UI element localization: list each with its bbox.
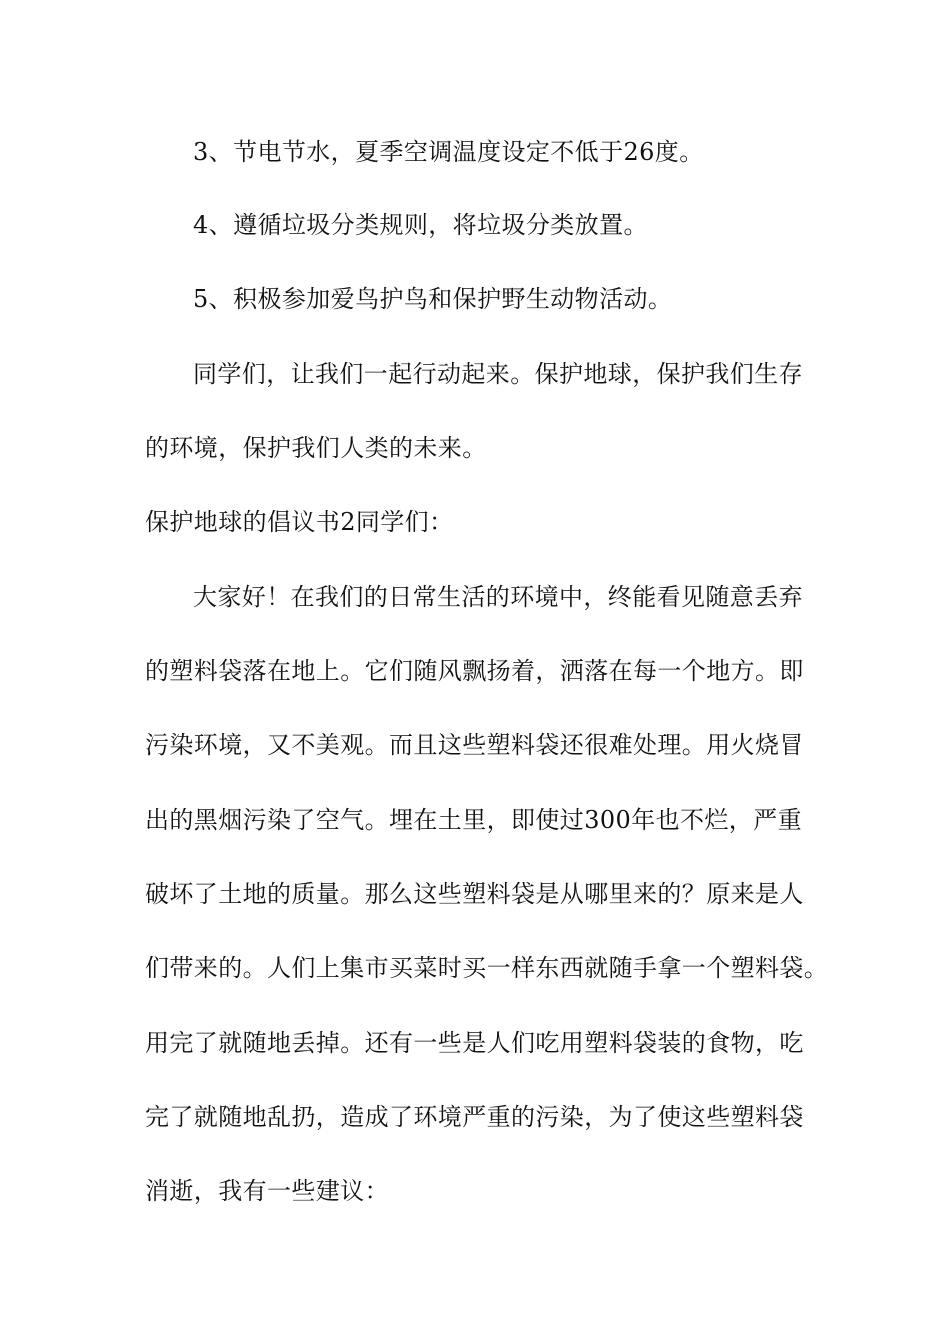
paragraph-line: 用完了就随地丢掉。还有一些是人们吃用塑料袋装的食物，吃	[145, 1029, 804, 1057]
paragraph-line: 破坏了土地的质量。那么这些塑料袋是从哪里来的？原来是人	[145, 880, 804, 908]
paragraph-line: 们带来的。人们上集市买菜时买一样东西就随手拿一个塑料袋。	[145, 954, 829, 982]
paragraph-line: 出的黑烟污染了空气。埋在土里，即使过300年也不烂，严重	[145, 806, 803, 834]
list-item-5: 5、积极参加爱鸟护鸟和保护野生动物活动。	[193, 285, 673, 313]
paragraph-line: 污染环境，又不美观。而且这些塑料袋还很难处理。用火烧冒	[145, 731, 804, 759]
paragraph-line: 完了就随地乱扔，造成了环境严重的污染，为了使这些塑料袋	[145, 1103, 804, 1131]
paragraph-line: 同学们，让我们一起行动起来。保护地球，保护我们生存	[193, 360, 803, 388]
list-item-3: 3、节电节水，夏季空调温度设定不低于26度。	[193, 138, 704, 166]
list-item-4: 4、遵循垃圾分类规则，将垃圾分类放置。	[193, 211, 648, 239]
paragraph-line: 的环境，保护我们人类的未来。	[145, 434, 487, 462]
paragraph-line: 的塑料袋落在地上。它们随风飘扬着，洒落在每一个地方。即	[145, 657, 804, 685]
section-heading: 保护地球的倡议书2同学们：	[145, 508, 454, 536]
paragraph-line: 消逝，我有一些建议：	[145, 1177, 389, 1205]
paragraph-line: 大家好！在我们的日常生活的环境中，终能看见随意丢弃	[193, 583, 803, 611]
